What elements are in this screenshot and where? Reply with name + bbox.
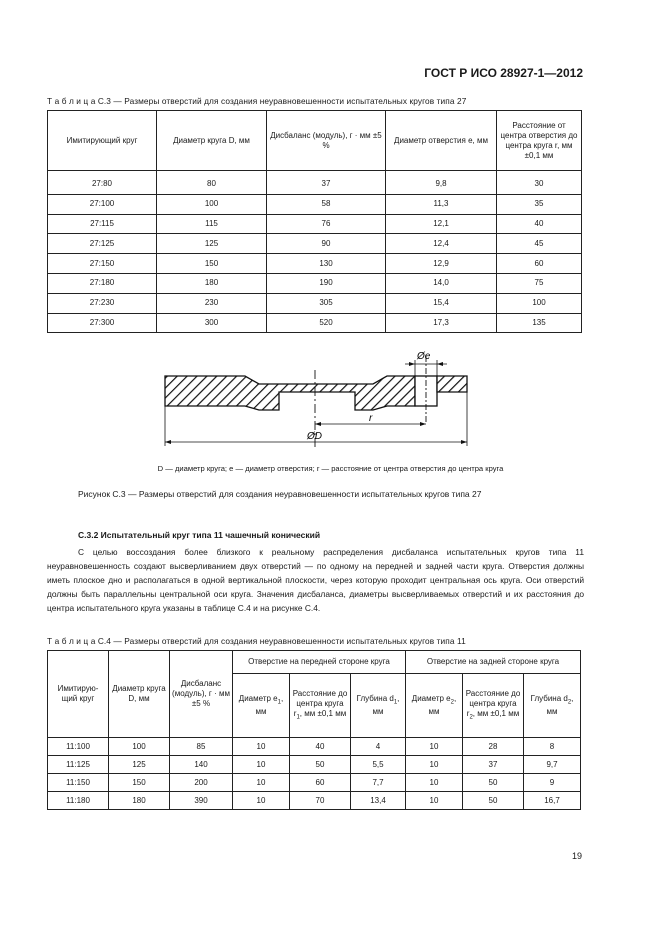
table-cell: 115	[157, 214, 267, 234]
table-row	[48, 194, 582, 214]
section-title: С.3.2 Испытательный круг типа 11 чашечный конический	[78, 530, 321, 540]
table-cell: 37	[267, 171, 386, 195]
table-cell: 27:80	[48, 171, 157, 195]
table-cell: 125	[157, 234, 267, 254]
table-row	[48, 273, 582, 293]
header-unbalance: Дисбаланс (модуль), г · мм ±5 %	[267, 111, 386, 171]
figure-legend: D — диаметр круга; e — диаметр отверстия; r — расстояние от центра отверстия до центра круга	[157, 464, 504, 473]
table-cell: 12,9	[386, 254, 497, 274]
table-cell: 75	[497, 273, 582, 293]
header-hole-distance: Расстояние от центра отверстия до центра круга r, мм ±0,1 мм	[497, 111, 582, 171]
table-row	[48, 792, 581, 810]
table-row	[48, 254, 582, 274]
table-cell: 100	[157, 194, 267, 214]
table-row	[48, 293, 582, 313]
table-cell: 5,5	[351, 756, 406, 774]
header-front-diameter: Диаметр $e_1$, мм	[233, 674, 290, 738]
table-cell: 8	[524, 738, 581, 756]
table-cell: 520	[267, 313, 386, 333]
table-cell: 125	[109, 756, 170, 774]
table-cell: 10	[233, 792, 290, 810]
table-cell: 12,4	[386, 234, 497, 254]
table-header-row	[48, 111, 582, 171]
table-cell: 10	[233, 774, 290, 792]
label-distance-r: r	[369, 413, 373, 424]
table-cell: 305	[267, 293, 386, 313]
table-cell: 37	[463, 756, 524, 774]
table-row	[48, 756, 581, 774]
table-cell: 60	[290, 774, 351, 792]
table-cell: 180	[157, 273, 267, 293]
table-cell: 40	[497, 214, 582, 234]
table-row	[48, 774, 581, 792]
table-cell: 100	[497, 293, 582, 313]
header-front-depth: Глубина $d_1$, мм	[351, 674, 406, 738]
header-simulating-wheel: Имитирующий круг	[48, 111, 157, 171]
table-cell: 17,3	[386, 313, 497, 333]
table-cell: 10	[406, 756, 463, 774]
table-cell: 11,3	[386, 194, 497, 214]
document-header: ГОСТ Р ИСО 28927-1—2012	[424, 66, 583, 80]
wheel-section	[165, 376, 415, 410]
table-cell: 50	[463, 792, 524, 810]
header-unbalance: Дисбаланс (модуль), г · мм ±5 %	[170, 651, 233, 738]
table-cell: 27:230	[48, 293, 157, 313]
table-cell: 35	[497, 194, 582, 214]
table-c4	[47, 650, 581, 810]
table-cell: 27:180	[48, 273, 157, 293]
table-cell: 27:300	[48, 313, 157, 333]
table-cell: 200	[170, 774, 233, 792]
table-cell: 130	[267, 254, 386, 274]
table-cell: 10	[406, 738, 463, 756]
table-cell: 76	[267, 214, 386, 234]
table-row	[48, 171, 582, 195]
table-cell: 11:180	[48, 792, 109, 810]
table-cell: 7,7	[351, 774, 406, 792]
table-cell: 85	[170, 738, 233, 756]
header-back-diameter: Диаметр $e_2$, мм	[406, 674, 463, 738]
header-simulating-wheel: Имитирую-щий круг	[48, 651, 109, 738]
table-cell: 12,1	[386, 214, 497, 234]
wheel-rim-right	[437, 376, 467, 392]
table-row	[48, 313, 582, 333]
figure-c3-wheel-drawing	[155, 348, 475, 453]
table-cell: 13,4	[351, 792, 406, 810]
table-cell: 9,8	[386, 171, 497, 195]
table-cell: 50	[463, 774, 524, 792]
table-cell: 27:125	[48, 234, 157, 254]
label-hole-diameter: Øe	[417, 351, 431, 362]
table-cell: 27:115	[48, 214, 157, 234]
table-cell: 30	[497, 171, 582, 195]
table-cell: 27:100	[48, 194, 157, 214]
table-cell: 58	[267, 194, 386, 214]
table-cell: 10	[233, 738, 290, 756]
table-cell: 70	[290, 792, 351, 810]
table-cell: 100	[109, 738, 170, 756]
header-front-group: Отверстие на передней стороне круга	[233, 651, 406, 674]
table-c4-caption: Т а б л и ц а С.4 — Размеры отверстий для создания неуравновешенности испытательных кругов типа 11	[47, 636, 466, 646]
table-cell: 10	[406, 774, 463, 792]
table-row	[48, 214, 582, 234]
section-paragraph: С целью воссоздания более близкого к реальному распределения дисбаланса испытательных кругов типа 11 неуравновешенность создают высверливанием двух отверстий — по одному на передней и задней части круга. Отверстия должны иметь плоское дно и располагаться в одной вертикальной плоскости, через которую проходит центральная ось круга. Оси отверстий должны быть параллельны центральной оси круга. Значения дисбаланса, диаметры высверливаемых отверстий и их расстояния до центра испытательного круга указаны в таблице С.4 и на рисунке С.4.	[47, 547, 584, 614]
table-c3	[47, 110, 582, 333]
table-cell: 27:150	[48, 254, 157, 274]
figure-c3-caption: Рисунок С.3 — Размеры отверстий для создания неуравновешенности испытательных кругов типа 27	[78, 489, 482, 499]
table-cell: 9,7	[524, 756, 581, 774]
table-cell: 15,4	[386, 293, 497, 313]
table-cell: 300	[157, 313, 267, 333]
table-cell: 45	[497, 234, 582, 254]
header-back-group: Отверстие на задней стороне круга	[406, 651, 581, 674]
table-cell: 9	[524, 774, 581, 792]
header-back-depth: Глубина $d_2$, мм	[524, 674, 581, 738]
header-hole-diameter: Диаметр отверстия e, мм	[386, 111, 497, 171]
table-cell: 90	[267, 234, 386, 254]
table-cell: 11:125	[48, 756, 109, 774]
table-cell: 390	[170, 792, 233, 810]
table-cell: 190	[267, 273, 386, 293]
table-cell: 4	[351, 738, 406, 756]
table-cell: 80	[157, 171, 267, 195]
table-cell: 180	[109, 792, 170, 810]
table-row	[48, 738, 581, 756]
table-cell: 150	[157, 254, 267, 274]
table-cell: 230	[157, 293, 267, 313]
header-front-distance: Расстояние до центра круга $r_1$, мм ±0,1 мм	[290, 674, 351, 738]
table-cell: 11:100	[48, 738, 109, 756]
table-cell: 140	[170, 756, 233, 774]
page-number: 19	[572, 851, 583, 861]
table-cell: 10	[406, 792, 463, 810]
table-cell: 50	[290, 756, 351, 774]
table-cell: 16,7	[524, 792, 581, 810]
table-cell: 14,0	[386, 273, 497, 293]
table-header-row	[48, 651, 581, 674]
table-cell: 11:150	[48, 774, 109, 792]
label-wheel-diameter: ØD	[307, 431, 322, 442]
header-wheel-diameter: Диаметр круга D, мм	[109, 651, 170, 738]
table-row	[48, 234, 582, 254]
table-cell: 60	[497, 254, 582, 274]
header-back-distance: Расстояние до центра круга $r_2$, мм ±0,1 мм	[463, 674, 524, 738]
table-cell: 40	[290, 738, 351, 756]
table-cell: 10	[233, 756, 290, 774]
table-cell: 135	[497, 313, 582, 333]
table-cell: 150	[109, 774, 170, 792]
header-wheel-diameter: Диаметр круга D, мм	[157, 111, 267, 171]
table-c3-caption: Т а б л и ц а С.3 — Размеры отверстий для создания неуравновешенности испытательных кругов типа 27	[47, 96, 467, 106]
table-cell: 28	[463, 738, 524, 756]
